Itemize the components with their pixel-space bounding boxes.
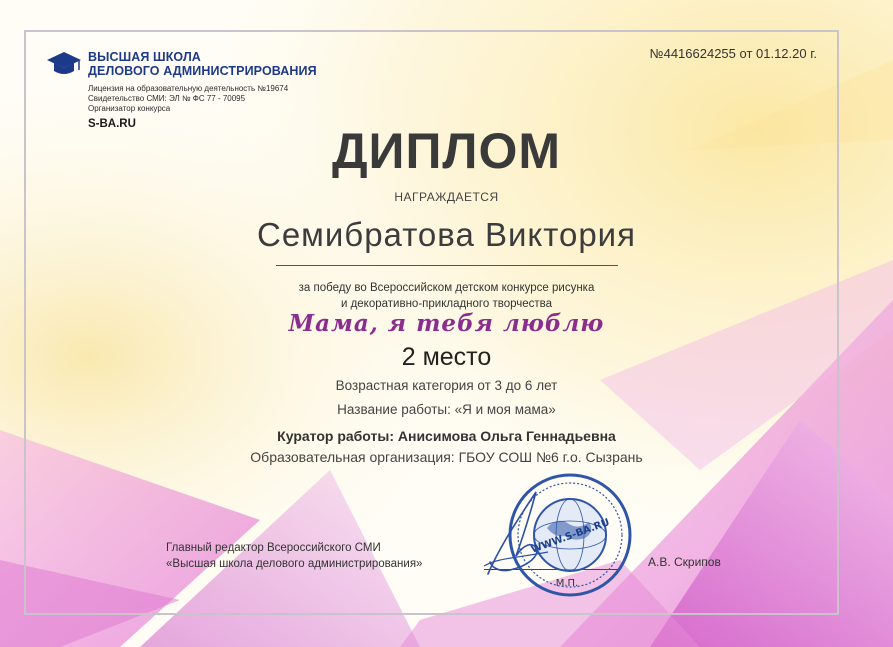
age-category: Возрастная категория от 3 до 6 лет <box>335 378 558 393</box>
page-title: ДИПЛОМ <box>331 123 562 179</box>
editor-title-line2: «Высшая школа делового администрирования» <box>166 558 423 570</box>
graduation-cap-icon <box>46 50 82 78</box>
curator-name: Куратор работы: Анисимова Ольга Геннадьевна <box>277 428 616 444</box>
license-text: Лицензия на образовательную деятельность №19674 <box>88 84 289 93</box>
award-reason-line1: за победу во Всероссийском детском конкурсе рисунка <box>298 282 595 294</box>
work-name: Название работы: «Я и моя мама» <box>337 402 556 417</box>
school-name-line1: ВЫСШАЯ ШКОЛА <box>88 50 201 64</box>
school-name <box>88 50 348 78</box>
document-number: №4416624255 от 01.12.20 г. <box>649 46 817 61</box>
recipient-name: Семибратова Виктория <box>257 216 636 253</box>
seal-site-text: WWW.S-BA.RU <box>529 517 612 556</box>
signature-icon <box>470 486 560 582</box>
site-label: S-BA.RU <box>88 118 136 130</box>
logo-meta <box>88 84 348 114</box>
school-name-line2: ДЕЛОВОГО АДМИНИСТРИРОВАНИЯ <box>88 64 317 78</box>
signer-name: А.В. Скрипов <box>648 555 721 569</box>
place-label: 2 место <box>401 343 492 371</box>
award-reason-line2: и декоративно-прикладного творчества <box>340 298 553 310</box>
awarded-label: НАГРАЖДАЕТСЯ <box>394 190 499 204</box>
contest-name: Мама, я тебя люблю <box>288 310 605 337</box>
seal-mp-text: М.П. <box>555 578 579 589</box>
recipient-underline <box>276 265 618 266</box>
certificate-text: Свидетельство СМИ: ЭЛ № ФС 77 - 70095 <box>88 94 246 103</box>
organization-name: Образовательная организация: ГБОУ СОШ №6 г.о. Сызрань <box>250 449 643 465</box>
editor-title <box>166 540 422 572</box>
organizer-text: Организатор конкурса <box>88 104 171 113</box>
award-reason <box>0 280 893 312</box>
editor-title-line1: Главный редактор Всероссийского СМИ <box>166 542 381 554</box>
